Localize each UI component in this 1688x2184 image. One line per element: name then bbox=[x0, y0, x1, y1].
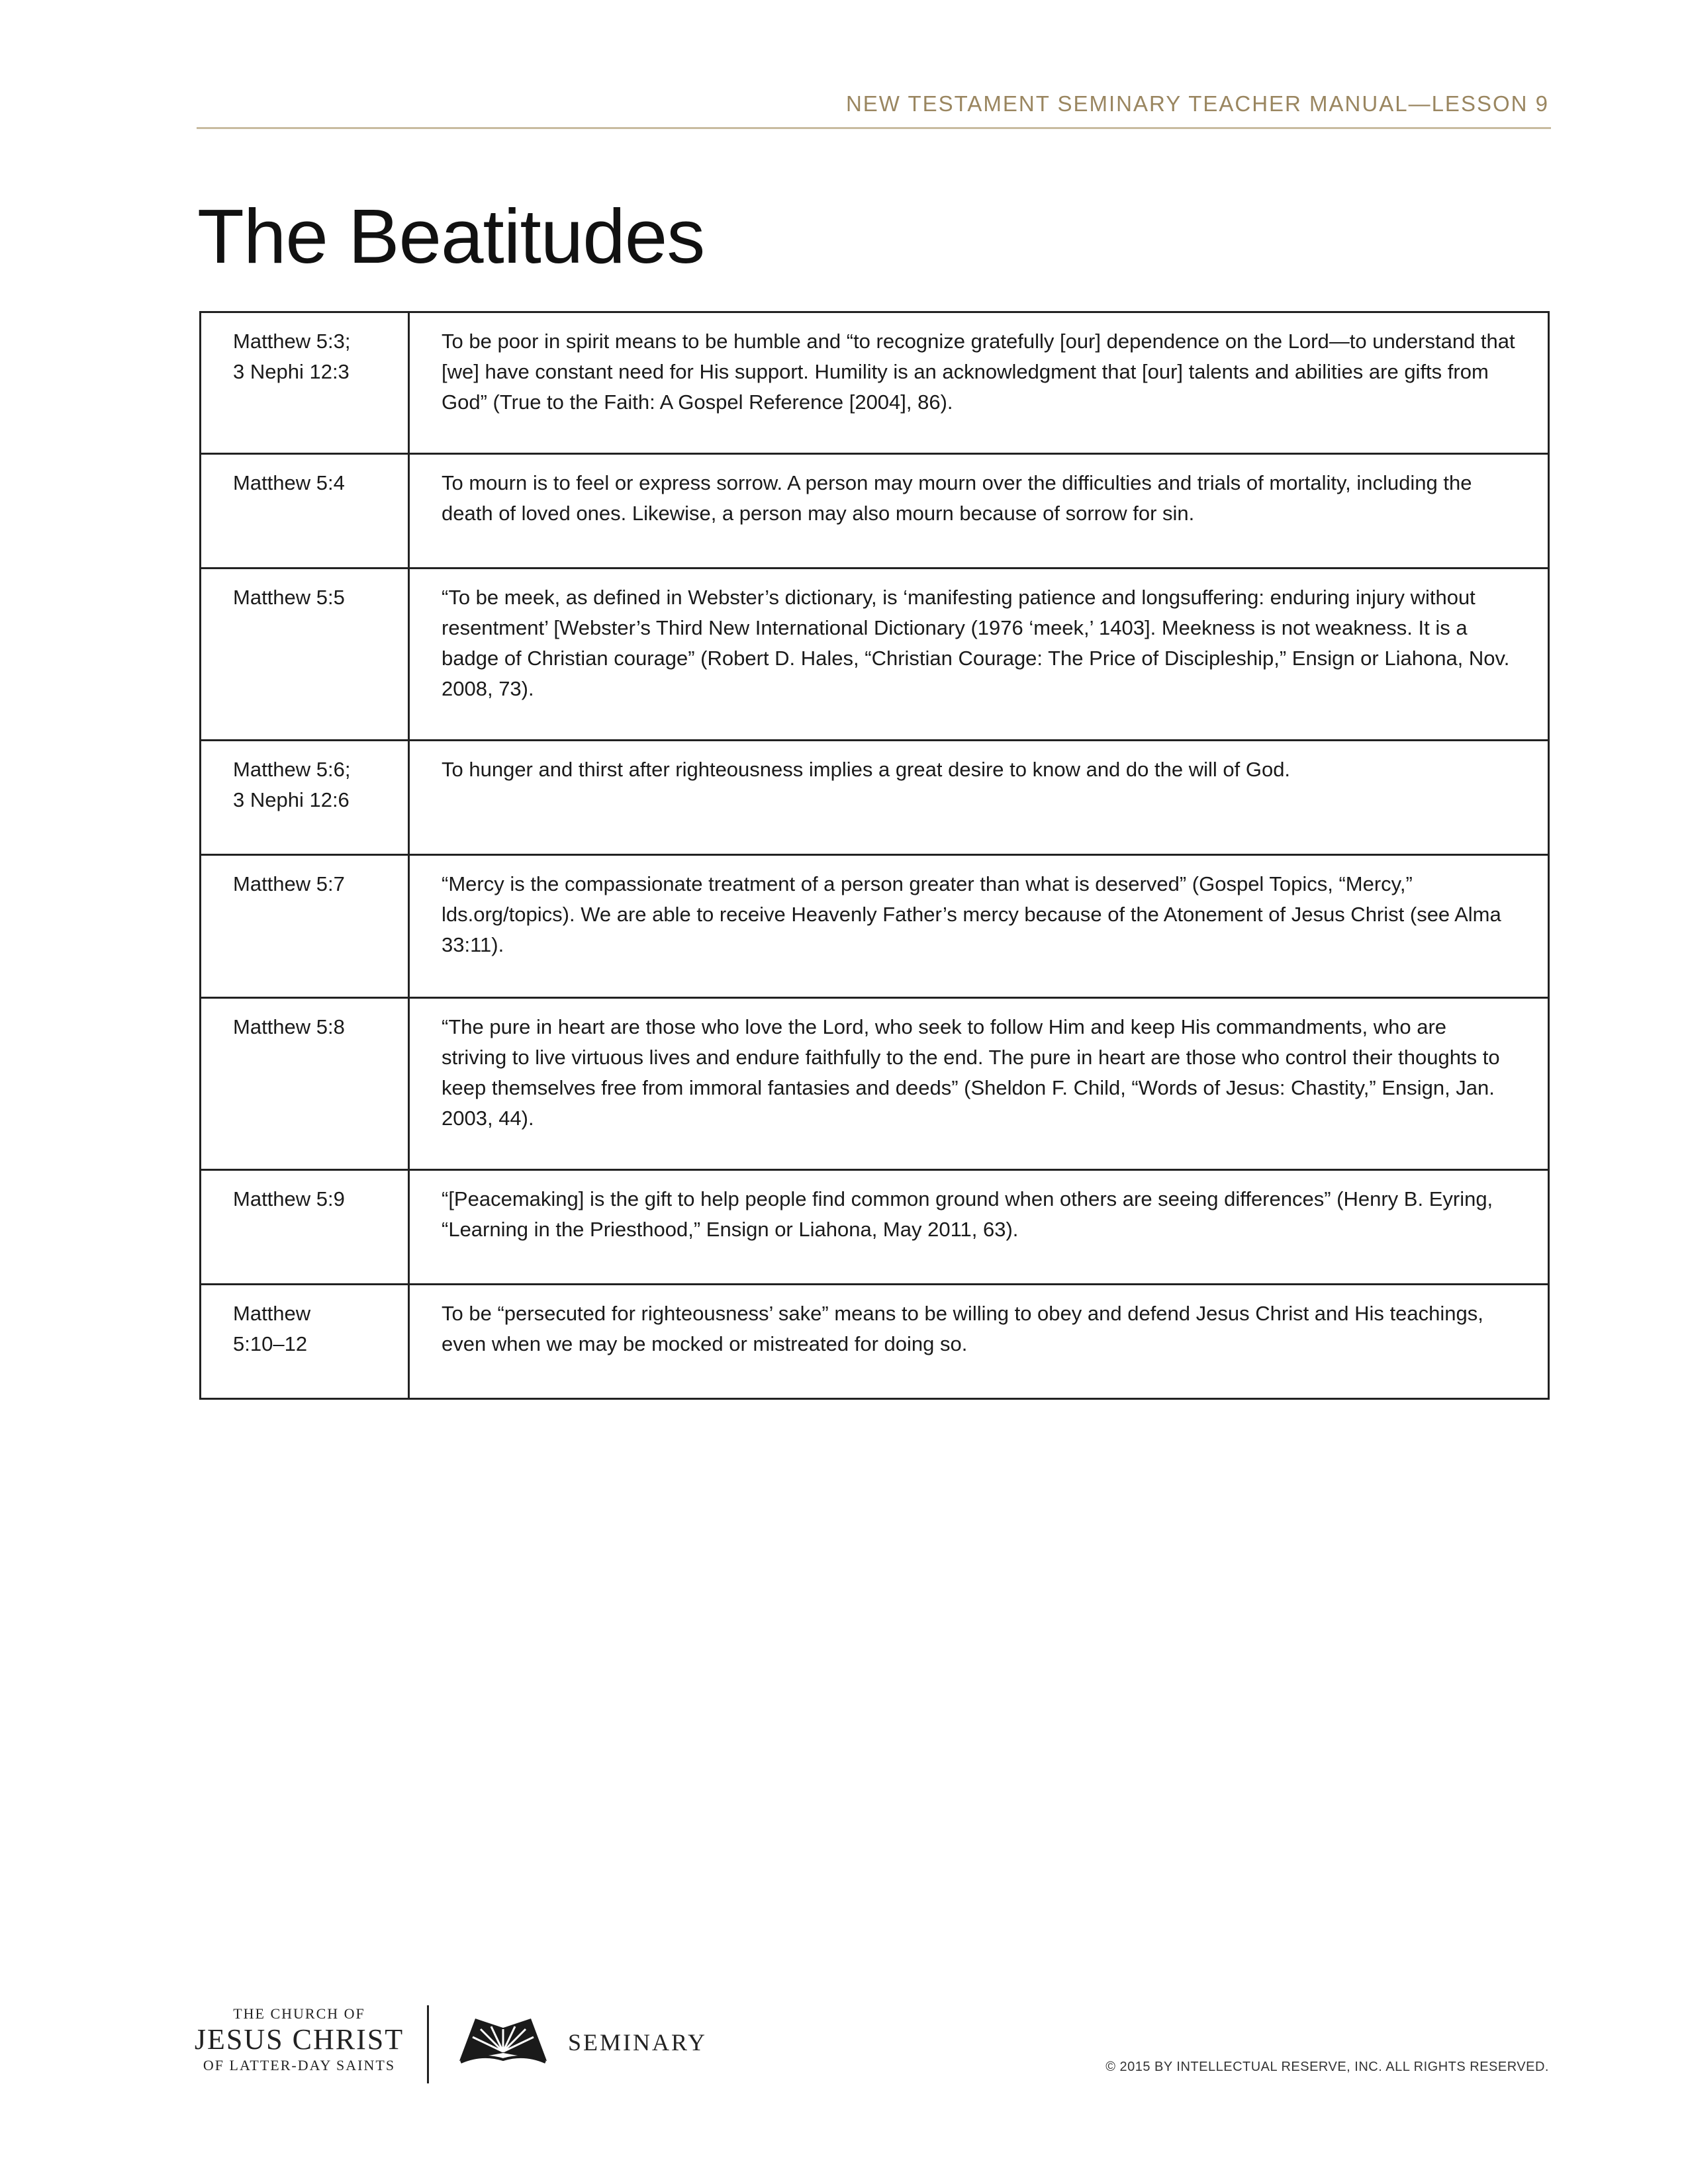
running-header: NEW TESTAMENT SEMINARY TEACHER MANUAL—LESSON 9 bbox=[845, 91, 1549, 116]
logo-line-main: JESUS CHRIST bbox=[194, 2023, 404, 2056]
reference-line: Matthew 5:7 bbox=[233, 872, 345, 895]
table-row bbox=[201, 1170, 1549, 1285]
page-title: The Beatitudes bbox=[197, 193, 705, 279]
beatitude-explanation: To mourn is to feel or express sorrow. A person may mourn over the difficulties and trials of mortality, including the death of loved ones. Likewise, a person may also mourn because of sorrow for sin. bbox=[409, 454, 1549, 569]
open-book-sunburst-icon bbox=[457, 2012, 549, 2065]
scripture-reference bbox=[201, 454, 409, 569]
scripture-reference bbox=[201, 1285, 409, 1399]
footer-divider bbox=[427, 2005, 429, 2083]
reference-line: 3 Nephi 12:3 bbox=[233, 360, 350, 383]
reference-line: Matthew 5:5 bbox=[233, 586, 345, 609]
beatitude-explanation: “To be meek, as defined in Webster’s dictionary, is ‘manifesting patience and longsuffering: enduring injury without resentment’ [Webster’s Third New International Dictionary (1976 ‘meek,’ 1403]. Meekness is not weakness. It is a badge of Christian courage” (Robert D. Hales, “Christian Courage: The Price of Discipleship,” Ensign or Liahona, Nov. 2008, 73). bbox=[409, 569, 1549, 741]
scripture-reference bbox=[201, 312, 409, 454]
reference-line: Matthew 5:6; bbox=[233, 758, 351, 781]
copyright-notice: © 2015 BY INTELLECTUAL RESERVE, INC. ALL RIGHTS RESERVED. bbox=[1105, 2060, 1549, 2074]
reference-line: Matthew 5:3; bbox=[233, 330, 351, 353]
church-logo bbox=[193, 2005, 405, 2074]
table-row bbox=[201, 1285, 1549, 1399]
table-row bbox=[201, 312, 1549, 454]
beatitude-explanation: To be poor in spirit means to be humble and “to recognize gratefully [our] dependence on the Lord—to understand that [we] have constant need for His support. Humility is an acknowledgment that [our] talents and abilities are gifts from God” (True to the Faith: A Gospel Reference [2004], 86). bbox=[409, 312, 1549, 454]
table-row bbox=[201, 855, 1549, 998]
table-row bbox=[201, 998, 1549, 1170]
logo-line-top: THE CHURCH OF bbox=[233, 2005, 365, 2022]
logo-line-bottom: OF LATTER-DAY SAINTS bbox=[203, 2057, 396, 2073]
table-row bbox=[201, 741, 1549, 855]
scripture-reference bbox=[201, 998, 409, 1170]
table-row bbox=[201, 454, 1549, 569]
reference-line: 5:10–12 bbox=[233, 1332, 308, 1355]
reference-line: Matthew 5:9 bbox=[233, 1187, 345, 1210]
reference-line: Matthew bbox=[233, 1302, 311, 1325]
beatitude-explanation: “Mercy is the compassionate treatment of a person greater than what is deserved” (Gospel Topics, “Mercy,” lds.org/topics). We are able to receive Heavenly Father’s mercy because of the Atonement of Jesus Christ (see Alma 33:11). bbox=[409, 855, 1549, 998]
beatitudes-table bbox=[199, 311, 1550, 1400]
reference-line: Matthew 5:4 bbox=[233, 471, 345, 494]
beatitude-explanation: To be “persecuted for righteousness’ sake” means to be willing to obey and defend Jesus Christ and His teachings, even when we may be mocked or mistreated for doing so. bbox=[409, 1285, 1549, 1399]
reference-line: Matthew 5:8 bbox=[233, 1015, 345, 1038]
beatitude-explanation: “[Peacemaking] is the gift to help people find common ground when others are seeing differences” (Henry B. Eyring, “Learning in the Priesthood,” Ensign or Liahona, May 2011, 63). bbox=[409, 1170, 1549, 1285]
beatitude-explanation: “The pure in heart are those who love the Lord, who seek to follow Him and keep His commandments, who are striving to live virtuous lives and endure faithfully to the end. The pure in heart are those who control their thoughts to keep themselves free from immoral fantasies and deeds” (Sheldon F. Child, “Words of Jesus: Chastity,” Ensign, Jan. 2003, 44). bbox=[409, 998, 1549, 1170]
header-rule bbox=[197, 127, 1551, 129]
beatitude-explanation: To hunger and thirst after righteousness implies a great desire to know and do the will of God. bbox=[409, 741, 1549, 855]
seminary-label: SEMINARY bbox=[568, 2029, 708, 2056]
scripture-reference bbox=[201, 741, 409, 855]
reference-line: 3 Nephi 12:6 bbox=[233, 788, 350, 811]
table-row bbox=[201, 569, 1549, 741]
scripture-reference bbox=[201, 855, 409, 998]
scripture-reference bbox=[201, 1170, 409, 1285]
scripture-reference bbox=[201, 569, 409, 741]
